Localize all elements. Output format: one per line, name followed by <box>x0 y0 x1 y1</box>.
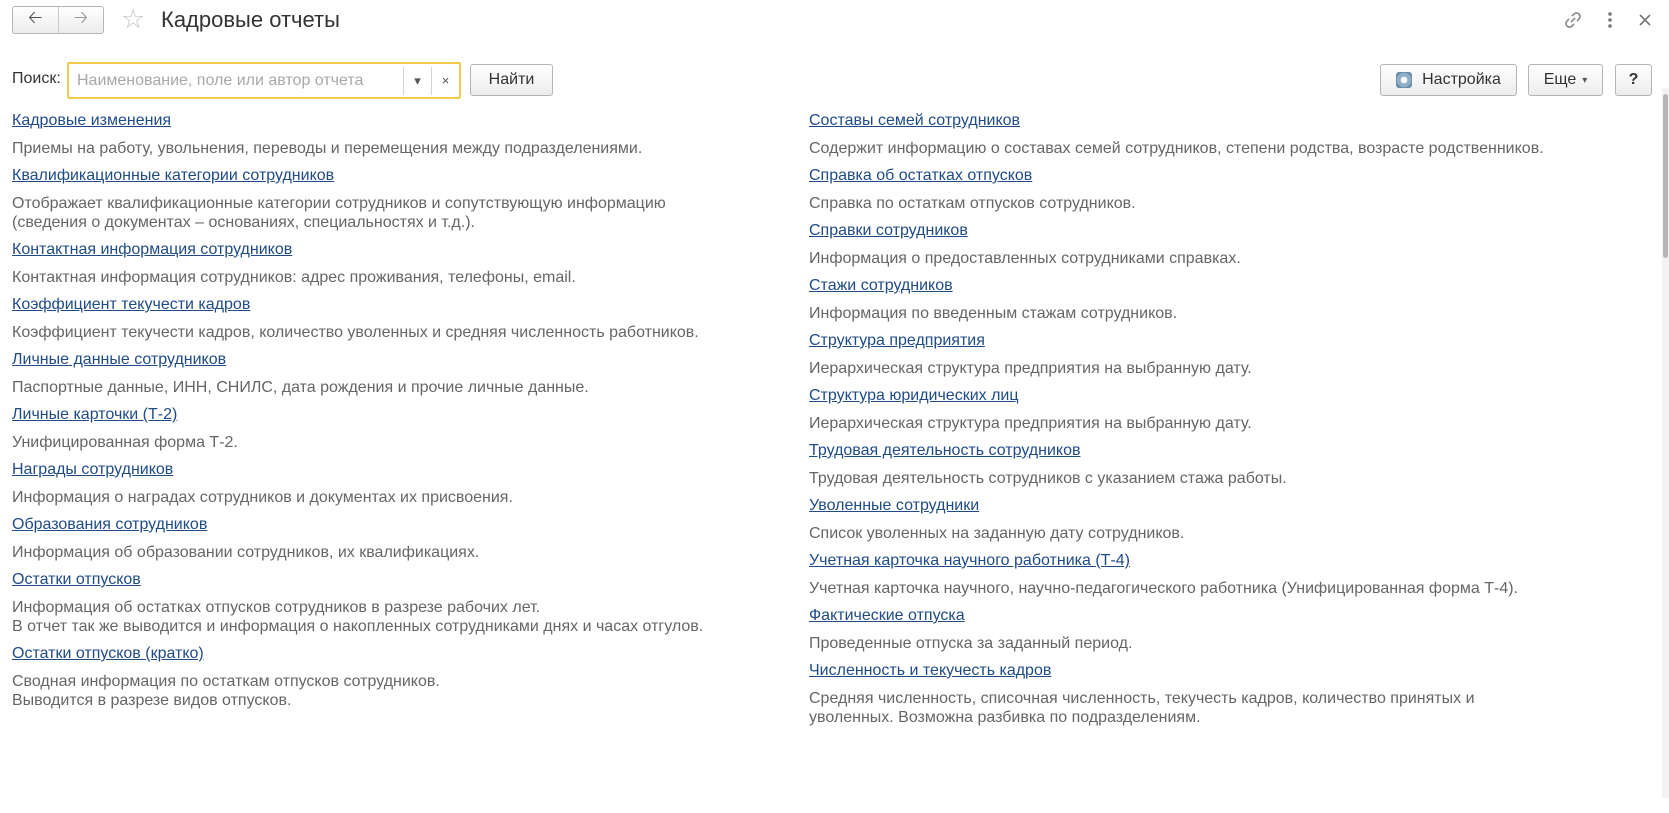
more-button[interactable] <box>1528 64 1603 96</box>
report-link[interactable]: Кадровые изменения <box>12 112 172 129</box>
link-icon[interactable] <box>1561 8 1585 32</box>
report-description: Информация об образовании сотрудников, их квалификациях. <box>12 544 480 561</box>
report-description: Отображает квалификационные категории сотрудников и сопутствующую информацию (сведения о документах – основаниях, специальностях и т.д.). <box>12 195 666 231</box>
report-description: Средняя численность, списочная численность, текучесть кадров, количество принятых и уволенных. Возможна разбивка по подразделениям. <box>809 690 1475 726</box>
report-link[interactable]: Образования сотрудников <box>12 516 208 533</box>
triangle-down-icon: ▾ <box>414 72 421 88</box>
report-item <box>12 459 772 507</box>
find-button[interactable] <box>470 64 553 96</box>
report-item <box>12 643 772 710</box>
report-item <box>809 660 1609 727</box>
report-description: Список уволенных на заданную дату сотрудников. <box>809 525 1185 542</box>
find-button-label: Найти <box>488 71 535 88</box>
report-link[interactable]: Остатки отпусков (кратко) <box>12 645 204 662</box>
help-button[interactable] <box>1615 64 1652 96</box>
chevron-down-icon: ▾ <box>1582 74 1588 86</box>
report-description: Информация о наградах сотрудников и документах их присвоения. <box>12 489 513 506</box>
reports-left-column <box>12 110 772 717</box>
report-item <box>12 514 772 562</box>
more-vertical-icon[interactable] <box>1598 8 1622 32</box>
help-button-label: ? <box>1628 71 1639 88</box>
search-input[interactable] <box>69 67 403 95</box>
report-item <box>809 550 1609 598</box>
report-description: Сводная информация по остаткам отпусков сотрудников. Выводится в разрезе видов отпусков. <box>12 673 440 709</box>
report-item <box>809 220 1609 268</box>
close-icon[interactable] <box>1633 8 1657 32</box>
report-description: Паспортные данные, ИНН, СНИЛС, дата рождения и прочие личные данные. <box>12 379 589 396</box>
navigation-buttons <box>12 6 104 34</box>
report-description: Проведенные отпуска за заданный период. <box>809 635 1133 652</box>
search-dropdown-button[interactable] <box>403 67 431 95</box>
report-item <box>12 569 772 636</box>
scrollbar-thumb[interactable] <box>1663 94 1668 258</box>
report-link[interactable]: Квалификационные категории сотрудников <box>12 167 335 184</box>
report-item <box>809 440 1609 488</box>
settings-button[interactable] <box>1380 64 1517 96</box>
report-link[interactable]: Справки сотрудников <box>809 222 968 239</box>
arrow-left-icon: 🡠 <box>27 7 43 27</box>
report-link[interactable]: Составы семей сотрудников <box>809 112 1021 129</box>
window-header <box>0 0 1669 44</box>
report-item <box>12 165 772 232</box>
report-item <box>809 330 1609 378</box>
report-description: Коэффициент текучести кадров, количество уволенных и средняя численность работников. <box>12 324 699 341</box>
report-item <box>12 239 772 287</box>
report-link[interactable]: Справка об остатках отпусков <box>809 167 1033 184</box>
report-link[interactable]: Личные данные сотрудников <box>12 351 227 368</box>
report-link[interactable]: Структура юридических лиц <box>809 387 1019 404</box>
arrow-right-icon: 🡢 <box>73 7 89 27</box>
vertical-scrollbar[interactable] <box>1662 88 1669 798</box>
more-button-label: Еще <box>1543 71 1577 88</box>
report-item <box>809 110 1609 158</box>
report-description: Иерархическая структура предприятия на выбранную дату. <box>809 415 1252 432</box>
report-item <box>809 605 1609 653</box>
search-clear-button[interactable] <box>431 67 459 95</box>
report-link[interactable]: Фактические отпуска <box>809 607 965 624</box>
page-title: Кадровые отчеты <box>161 7 340 32</box>
report-link[interactable]: Учетная карточка научного работника (Т-4) <box>809 552 1130 569</box>
report-link[interactable]: Коэффициент текучести кадров <box>12 296 251 313</box>
report-description: Унифицированная форма Т-2. <box>12 434 238 451</box>
report-description: Трудовая деятельность сотрудников с указанием стажа работы. <box>809 470 1287 487</box>
report-item <box>809 495 1609 543</box>
report-description: Контактная информация сотрудников: адрес проживания, телефоны, email. <box>12 269 576 286</box>
report-link[interactable]: Уволенные сотрудники <box>809 497 980 514</box>
report-description: Информация об остатках отпусков сотрудников в разрезе рабочих лет. В отчет так же выводится и информация о накопленных сотрудниками днях и часах отгулов. <box>12 599 704 635</box>
report-description: Информация по введенным стажам сотрудников. <box>809 305 1178 322</box>
search-field <box>67 62 461 99</box>
report-link[interactable]: Трудовая деятельность сотрудников <box>809 442 1081 459</box>
settings-button-label: Настройка <box>1422 71 1501 88</box>
report-description: Приемы на работу, увольнения, переводы и перемещения между подразделениями. <box>12 140 643 157</box>
report-link[interactable]: Контактная информация сотрудников <box>12 241 293 258</box>
report-item <box>12 294 772 342</box>
report-description: Учетная карточка научного, научно-педагогического работника (Унифицированная форма Т-4). <box>809 580 1518 597</box>
report-link[interactable]: Остатки отпусков <box>12 571 141 588</box>
report-item <box>12 349 772 397</box>
report-link[interactable]: Стажи сотрудников <box>809 277 953 294</box>
report-description: Иерархическая структура предприятия на выбранную дату. <box>809 360 1252 377</box>
back-button[interactable] <box>13 7 58 33</box>
report-item <box>12 110 772 158</box>
report-description: Содержит информацию о составах семей сотрудников, степени родства, возрасте родственников. <box>809 140 1544 157</box>
search-label: Поиск: <box>12 70 61 87</box>
report-link[interactable]: Награды сотрудников <box>12 461 174 478</box>
report-link[interactable]: Структура предприятия <box>809 332 985 349</box>
report-description: Справка по остаткам отпусков сотрудников. <box>809 195 1136 212</box>
report-link[interactable]: Личные карточки (Т-2) <box>12 406 178 423</box>
favorite-star-icon[interactable]: ☆ <box>121 4 146 34</box>
report-item <box>809 385 1609 433</box>
report-item <box>12 404 772 452</box>
report-link[interactable]: Численность и текучесть кадров <box>809 662 1052 679</box>
reports-right-column <box>809 110 1609 734</box>
clear-icon: × <box>441 73 450 88</box>
report-description: Информация о предоставленных сотрудниками справках. <box>809 250 1241 267</box>
report-item <box>809 165 1609 213</box>
report-item <box>809 275 1609 323</box>
forward-button[interactable] <box>58 7 104 33</box>
settings-icon <box>1396 72 1412 88</box>
